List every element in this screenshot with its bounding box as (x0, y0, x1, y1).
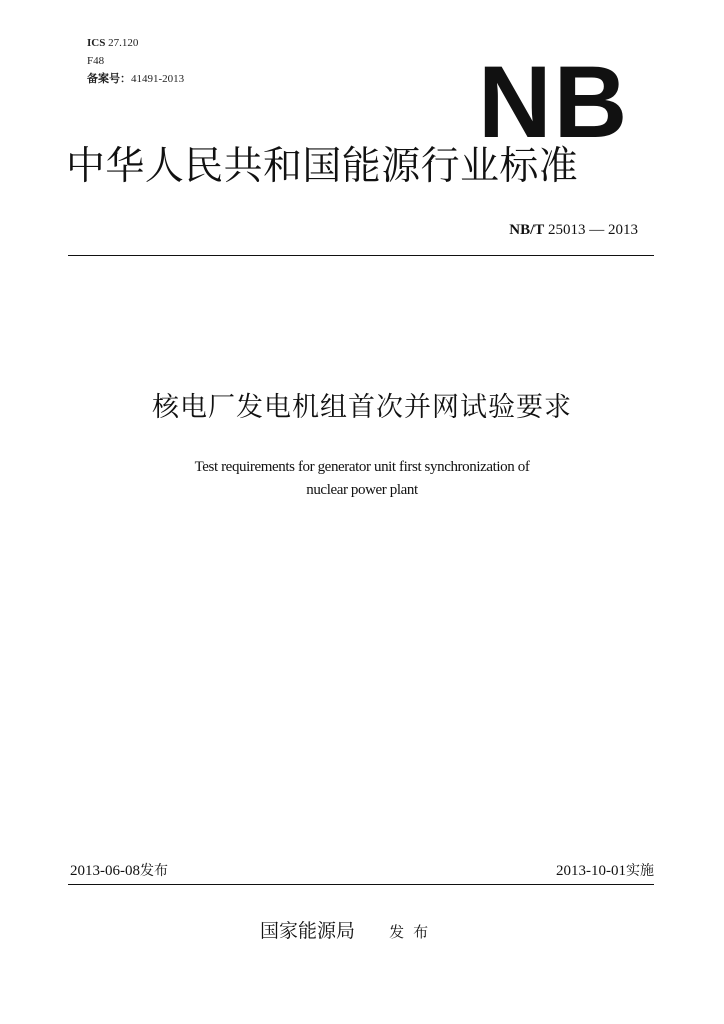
record-label: 备案号： (87, 73, 131, 85)
implement-label: 实施 (626, 863, 654, 879)
class-code: F48 (87, 55, 105, 67)
publish-date-line (70, 861, 168, 881)
ics-label: ICS (87, 37, 106, 49)
standard-number-value: 25013 — 2013 (548, 222, 638, 238)
ics-code: 27.120 (108, 37, 139, 49)
issuer-action: 发布 (389, 923, 438, 941)
bottom-divider (68, 884, 654, 885)
record-number: 41491-2013 (131, 73, 185, 85)
publish-date: 2013-06-08 (70, 863, 140, 879)
document-title-cn: 核电厂发电机组首次并网试验要求 (152, 392, 572, 423)
issuer-line (260, 918, 437, 945)
record-line (87, 70, 184, 88)
ics-line (87, 34, 184, 52)
top-divider (68, 255, 654, 256)
document-title-en (0, 456, 724, 502)
document-title-en-line2: nuclear power plant (306, 482, 418, 498)
publish-label: 发布 (140, 863, 168, 879)
implement-date-line (556, 861, 654, 881)
classification-block (87, 34, 184, 88)
document-title-en-line1: Test requirements for generator unit first synchronization of (194, 459, 530, 475)
nb-logo: NB (478, 45, 630, 159)
issuer-name: 国家能源局 (260, 920, 356, 942)
standard-number (509, 220, 638, 240)
implement-date: 2013-10-01 (556, 863, 626, 879)
standard-number-prefix: NB/T (509, 222, 545, 238)
standard-type-heading: 中华人民共和国能源行业标准 (66, 144, 579, 189)
